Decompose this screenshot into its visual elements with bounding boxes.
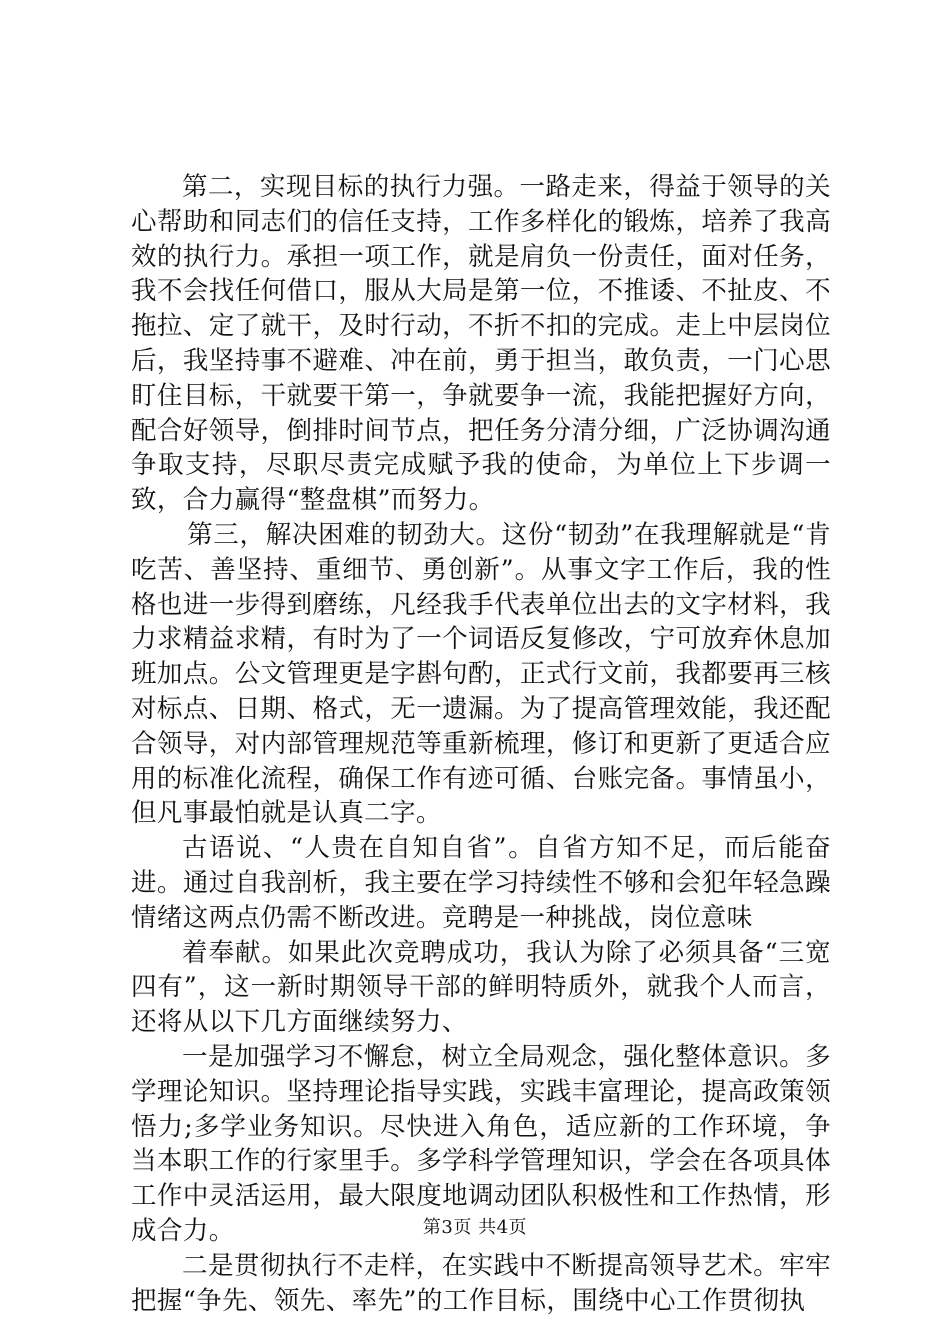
document-body — [131, 170, 831, 1318]
paragraph-dedication: 着奉献。如果此次竞聘成功，我认为除了必须具备“三宽四有”，这一新时期领导干部的鲜明特质外，就我个人而言，还将从以下几方面继续努力、 — [131, 937, 831, 1038]
paragraph-study: 一是加强学习不懈怠，树立全局观念，强化整体意识。多学理论知识。坚持理论指导实践，实践丰富理论，提高政策领悟力;多学业务知识。尽快进入角色，适应新的工作环境，争当本职工作的行家里手。多学科学管理知识，学会在各项具体工作中灵活运用，最大限度地调动团队积极性和工作热情，形成合力。 — [131, 1041, 831, 1246]
paragraph-execution-art: 二是贯彻执行不走样，在实践中不断提高领导艺术。牢牢把握“争先、领先、率先”的工作目标，围绕中心工作贯彻执 — [131, 1250, 831, 1316]
paragraph-self-reflection: 古语说、“人贵在自知自省”。自省方知不足，而后能奋进。通过自我剖析，我主要在学习持续性不够和会犯年轻急躁情绪这两点仍需不断改进。竞聘是一种挑战，岗位意味 — [131, 833, 831, 933]
paragraph-execution: 第二，实现目标的执行力强。一路走来，得益于领导的关心帮助和同志们的信任支持，工作多样化的锻炼，培养了我高效的执行力。承担一项工作，就是肩负一份责任，面对任务，我不会找任何借口，服从大局是第一位，不推诿、不扯皮、不拖拉、定了就干，及时行动，不折不扣的完成。走上中层岗位后，我坚持事不避难、冲在前，勇于担当，敢负责，一门心思盯住目标，干就要干第一，争就要争一流，我能把握好方向，配合好领导，倒排时间节点，把任务分清分细，广泛协调沟通争取支持，尽职尽责完成赋予我的使命，为单位上下步调一致，合力赢得“整盘棋”而努力。 — [131, 172, 831, 516]
page-footer: 第3页 共4页 — [422, 1217, 528, 1238]
paragraph-tenacity: 第三，解决困难的韧劲大。这份“韧劲”在我理解就是“肯吃苦、善坚持、重细节、勇创新”。从事文字工作后，我的性格也进一步得到磨练，凡经我手代表单位出去的文字材料，我力求精益求精，有时为了一个词语反复修改，宁可放弃休息加班加点。公文管理更是字斟句酌，正式行文前，我都要再三核对标点、日期、格式，无一遗漏。为了提高管理效能，我还配合领导，对内部管理规范等重新梳理，修订和更新了更适合应用的标准化流程，确保工作有迹可循、台账完备。事情虽小，但凡事最怕就是认真二字。 — [131, 519, 831, 829]
